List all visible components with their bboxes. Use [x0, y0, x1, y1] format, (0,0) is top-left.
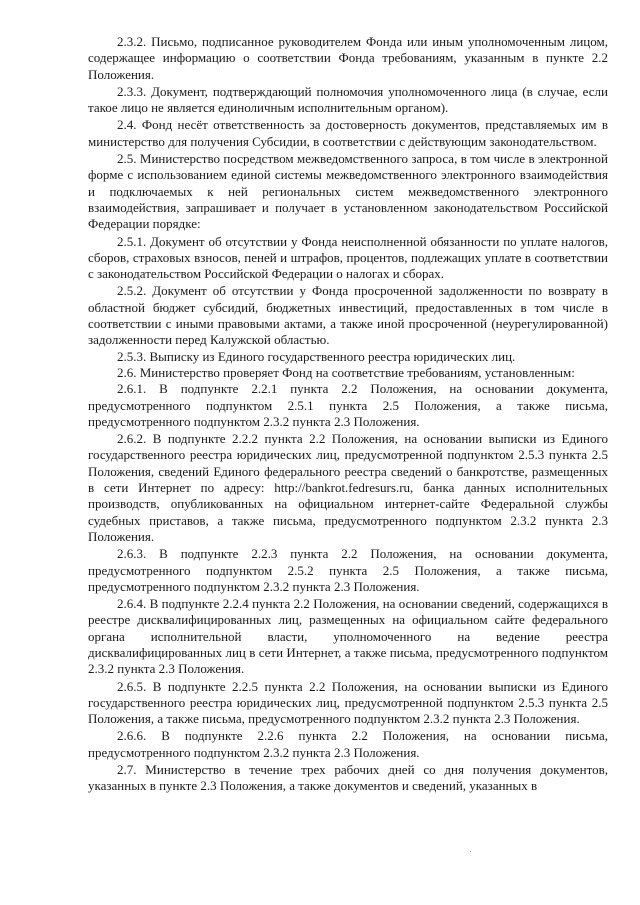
paragraph-2-5-1: 2.5.1. Документ об отсутствии у Фонда неисполненной обязанности по уплате налогов, сборов, страховых взносов, пеней и штрафов, процентов, подлежащих уплате в соответствии с законодательством Российской Федерации о налогах и сборах.	[88, 233, 608, 282]
paragraph-2-4: 2.4. Фонд несёт ответственность за достоверность документов, представляемых им в министерство для получения Субсидии, в соответствии с действующим законодательством.	[88, 117, 608, 149]
paragraph-2-6-6: 2.6.6. В подпункте 2.2.6 пункта 2.2 Положения, на основании письма, предусмотренного подпунктом 2.3.2 пункта 2.3 Положения.	[88, 728, 608, 760]
scan-speck	[470, 851, 471, 852]
paragraph-2-6-1: 2.6.1. В подпункте 2.2.1 пункта 2.2 Положения, на основании документа, предусмотренного подпунктом 2.5.1 пункта 2.5 Положения, а также письма, предусмотренного подпунктом 2.3.2 пункта 2.3 Положения.	[88, 381, 608, 429]
paragraph-2-3-2: 2.3.2. Письмо, подписанное руководителем Фонда или иным уполномоченным лицом, содержащее информацию о соответствии Фонда требованиям, указанным в пункте 2.2 Положения.	[88, 34, 608, 82]
paragraph-2-7: 2.7. Министерство в течение трех рабочих дней со дня получения документов, указанных в пункте 2.3 Положения, а также документов и сведений, указанных в	[88, 762, 608, 794]
paragraph-2-6-5: 2.6.5. В подпункте 2.2.5 пункта 2.2 Положения, на основании выписки из Единого государственного реестра юридических лиц, предусмотренной подпунктом 2.5.3 пункта 2.5 Положения, а также письма, предусмотренного подпунктом 2.3.2 пункта 2.3 Положения.	[88, 678, 608, 727]
paragraph-2-5-3: 2.5.3. Выписку из Единого государственного реестра юридических лиц.	[117, 348, 516, 364]
paragraph-2-3-3: 2.3.3. Документ, подтверждающий полномочия уполномоченного лица (в случае, если такое лицо не является единоличным исполнительным органом).	[88, 83, 608, 116]
paragraph-2-6-4: 2.6.4. В подпункте 2.2.4 пункта 2.2 Положения, на основании сведений, содержащихся в реестре дисквалифицированных лиц, размещенных на официальном сайте федерального органа исполнительной власти, уполномоченного на ведение реестра дисквалифицированных лиц в сети Интернет, а также письма, предусмотренного подпунктом 2.3.2 пункта 2.3 Положения.	[88, 596, 608, 677]
paragraph-2-5: 2.5. Министерство посредством межведомственного запроса, в том числе в электронной форме с использованием единой системы межведомственного электронного взаимодействия и подключаемых к ней региональных систем межведомственного электронного взаимодействия, запрашивает и получает в установленном законодательством Российской Федерации порядке:	[88, 151, 608, 232]
paragraph-2-6-3: 2.6.3. В подпункте 2.2.3 пункта 2.2 Положения, на основании документа, предусмотренного подпунктом 2.5.2 пункта 2.5 Положения, а также письма, предусмотренного подпунктом 2.3.2 пункта 2.3 Положения.	[88, 546, 608, 594]
document-body	[88, 34, 608, 795]
paragraph-2-6: 2.6. Министерство проверяет Фонд на соответствие требованиям, установленным:	[117, 364, 575, 380]
paragraph-2-5-2: 2.5.2. Документ об отсутствии у Фонда просроченной задолженности по возврату в областной бюджет субсидий, бюджетных инвестиций, предоставленных в том числе в соответствии с иными правовыми актами, а также иной просроченной (неурегулированной) задолженности перед Калужской областью.	[88, 283, 608, 348]
paragraph-2-6-2: 2.6.2. В подпункте 2.2.2 пункта 2.2 Положения, на основании выписки из Единого государственного реестра юридических лиц, предусмотренной подпунктом 2.5.3 пункта 2.5 Положения, сведений Единого федерального реестра сведений о банкротстве, размещенных в сети Интернет по адресу: http://bankrot.fedresurs.ru, банка данных исполнительных производств, опубликованных на официальном интернет-сайте Федеральной службы судебных приставов, а также письма, предусмотренного подпунктом 2.3.2 пункта 2.3 Положения.	[88, 431, 608, 544]
